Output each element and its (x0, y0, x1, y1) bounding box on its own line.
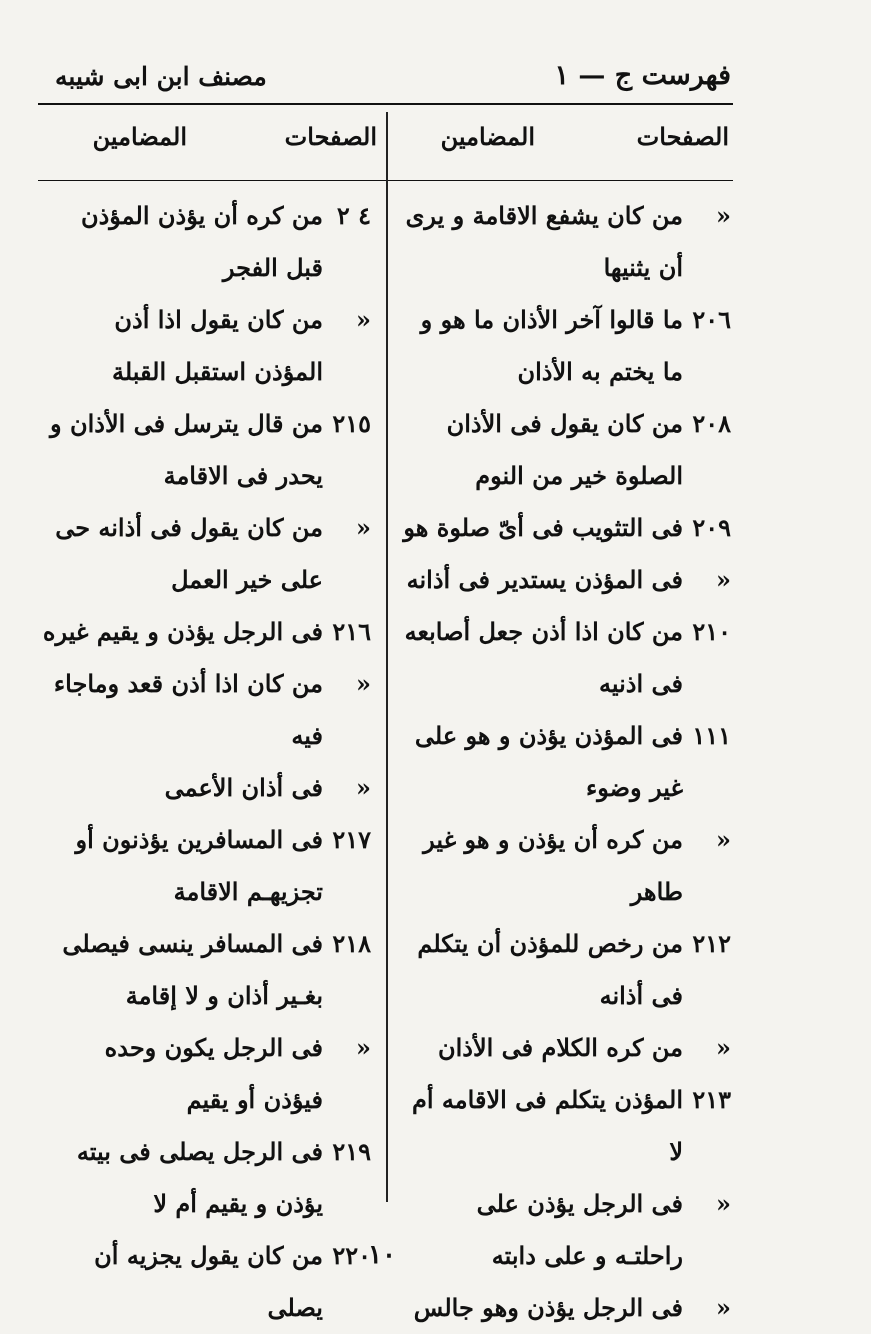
entry-page-number: ٢١٦ (332, 617, 371, 646)
entry-topic: فى الرجل يؤذن و يقيم غيره (42, 617, 323, 646)
entry-page-number: « (356, 1033, 371, 1062)
index-entry (401, 814, 731, 918)
index-entry (401, 294, 731, 398)
index-entry (401, 1178, 731, 1282)
entry-page-number: « (716, 1293, 731, 1322)
entry-topic: المؤذن يتكلم فى الاقامه أم لا (412, 1085, 683, 1166)
entry-topic: فى المسافرين يؤذنون أو تجزيهـم الاقامة (75, 825, 323, 906)
header-rule (38, 103, 733, 105)
index-entry (41, 814, 371, 918)
index-entry (401, 606, 731, 710)
entry-page-number: ٢٢٠ (332, 1241, 371, 1270)
left-pages-header: الصفحات (284, 122, 377, 151)
index-entry (41, 1126, 371, 1230)
entry-topic: ما قالوا آخر الأذان ما هو و ما يختم به الأذان (420, 305, 683, 386)
entry-topic: فى المسافر ينسى فيصلى بغـير أذان و لا إقامة (62, 929, 323, 1010)
right-topics-header: المضامين (440, 122, 535, 151)
entry-topic: فى الرجل يصلى فى بيته يؤذن و يقيم أم لا (76, 1137, 323, 1218)
entry-page-number: « (356, 773, 371, 802)
entry-page-number: « (716, 565, 731, 594)
entry-topic: فى أذان الأعمى (164, 773, 323, 802)
running-title-index: فهرست ج — ١ (554, 60, 731, 91)
entry-page-number: ٢١٨ (332, 929, 371, 958)
entry-page-number: ١١١ (692, 721, 731, 750)
entry-topic: فى التثويب فى أىّ صلوة هو (403, 513, 683, 542)
column-divider (386, 112, 388, 1202)
entry-page-number: « (716, 1033, 731, 1062)
entry-topic: من كان يشفع الاقامة و يرى أن يثنيها (405, 201, 683, 282)
right-pages-header: الصفحات (636, 122, 729, 151)
entry-page-number: « (716, 1189, 731, 1218)
index-entry (401, 1022, 731, 1074)
entry-page-number: « (356, 669, 371, 698)
entry-page-number: ٢١٢ (692, 929, 731, 958)
index-entry (401, 502, 731, 554)
entry-page-number: ٢٠٦ (692, 305, 731, 334)
entry-page-number: ٤ ٢ (336, 201, 371, 230)
index-entry (41, 294, 371, 398)
entry-topic: من كره الكلام فى الأذان (437, 1033, 683, 1062)
entry-topic: من كره أن يؤذن و هو غير طاهر (423, 825, 683, 906)
entry-page-number: ٢١٥ (332, 409, 371, 438)
index-entry (41, 190, 371, 294)
entry-topic: من كان يقول يجزيه أن يصلى (94, 1241, 323, 1322)
entry-page-number: « (716, 825, 731, 854)
left-topics-header: المضامين (92, 122, 187, 151)
index-entry (41, 658, 371, 762)
index-entry (41, 1022, 371, 1126)
index-entry (401, 918, 731, 1022)
page-number: ١٠ (368, 1240, 396, 1270)
entry-page-number: « (356, 305, 371, 334)
entry-page-number: ٢١٩ (332, 1137, 371, 1166)
entry-page-number: ٢٠٨ (692, 409, 731, 438)
entry-topic: من كان اذا أذن جعل أصابعه فى اذنيه (404, 617, 683, 698)
right-column (401, 190, 731, 1334)
entry-topic: من كان اذا أذن قعد وماجاء فيه (53, 669, 323, 750)
index-entry (401, 398, 731, 502)
entry-topic: فى المؤذن يؤذن و هو على غير وضوء (414, 721, 683, 802)
entry-page-number: « (356, 513, 371, 542)
index-entry (401, 190, 731, 294)
entry-page-number: ٢١٠ (692, 617, 731, 646)
index-entry (41, 762, 371, 814)
index-entry (401, 1282, 731, 1334)
entry-topic: فى الرجل يؤذن وهو جالس (413, 1293, 683, 1322)
entry-topic: من قال يترسل فى الأذان و يحدر فى الاقامة (50, 409, 323, 490)
entry-topic: فى الرجل يؤذن على راحلتـه و على دابته (476, 1189, 683, 1270)
index-entry (41, 502, 371, 606)
entry-topic: من رخص للمؤذن أن يتكلم فى أذانه (417, 929, 683, 1010)
index-entry (41, 918, 371, 1022)
running-title-book: مصنف ابن ابى شيبه (55, 62, 267, 91)
entry-topic: من كان يقول فى أذانه حى على خير العمل (55, 513, 323, 594)
entry-topic: من كان يقول فى الأذان الصلوة خير من النوم (446, 409, 683, 490)
entry-page-number: ٢١٧ (332, 825, 371, 854)
entry-topic: فى المؤذن يستدير فى أذانه (406, 565, 683, 594)
index-entry (41, 606, 371, 658)
entry-page-number: ٢٠٩ (692, 513, 731, 542)
index-entry (41, 1230, 371, 1334)
entry-topic: فى الرجل يكون وحده فيؤذن أو يقيم (104, 1033, 323, 1114)
index-entry (41, 398, 371, 502)
entry-page-number: « (716, 201, 731, 230)
index-entry (401, 710, 731, 814)
index-entry (401, 1074, 731, 1178)
entry-page-number: ٢١٣ (692, 1085, 731, 1114)
left-column (41, 190, 371, 1334)
index-entry (401, 554, 731, 606)
entry-topic: من كره أن يؤذن المؤذن قبل الفجر (80, 201, 323, 282)
entry-topic: من كان يقول اذا أذن المؤذن استقبل القبلة (111, 305, 323, 386)
